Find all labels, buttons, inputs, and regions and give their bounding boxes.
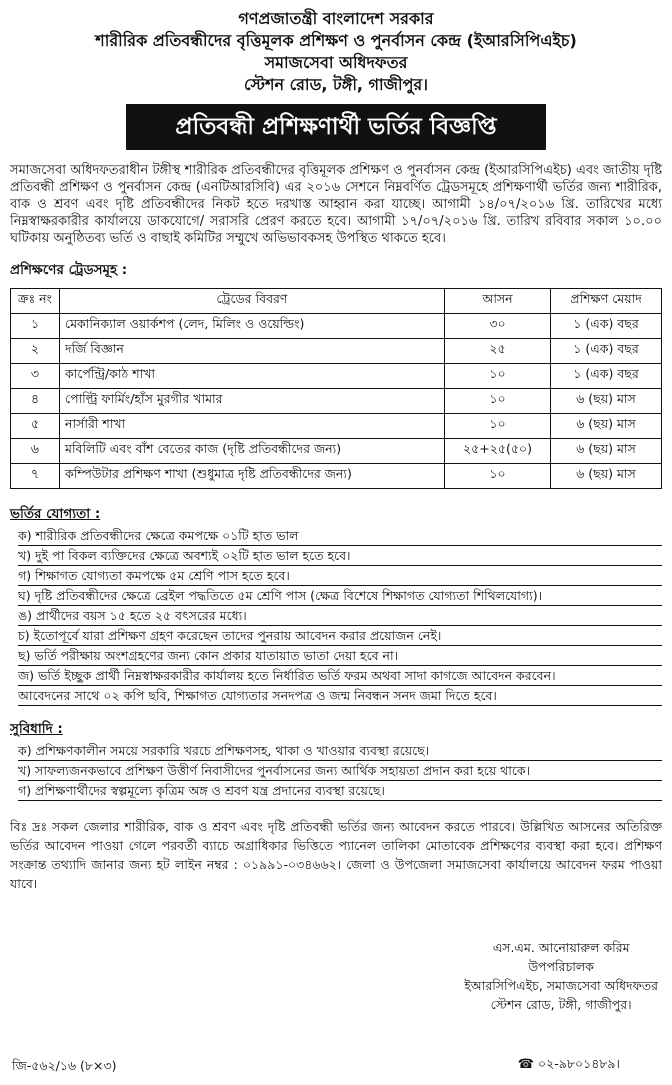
signatory-address: স্টেশন রোড, টঙ্গী, গাজীপুর। <box>490 997 632 1012</box>
cell-seats: ১০ <box>445 364 551 389</box>
cell-seats: ১০ <box>445 389 551 414</box>
cell-trade: পোল্ট্রি ফার্মিং/হাঁস মুরগীর খামার <box>60 389 445 414</box>
cell-duration: ৬ (ছয়) মাস <box>551 464 662 489</box>
cell-serial: ৬ <box>11 439 60 464</box>
notice-title-banner: প্রতিবন্ধী প্রশিক্ষণার্থী ভর্তির বিজ্ঞপ্তি <box>126 104 546 150</box>
cell-serial: ৩ <box>11 364 60 389</box>
table-row <box>11 439 662 464</box>
list-item: জ) ভর্তি ইচ্ছুক প্রার্থী নিম্নস্বাক্ষরকারীর কার্যালয় হতে নির্ধারিত ভর্তি ফরম অথবা সাদা কাগজে আবেদন করবেন। <box>18 666 662 686</box>
table-row <box>11 389 662 414</box>
phone-number: ০২-৯৮০১৪৮৯। <box>537 1056 620 1071</box>
cell-serial: ২ <box>11 339 60 364</box>
cell-serial: ৪ <box>11 389 60 414</box>
signatory-name: এস.এম. আনোয়ারুল করিম <box>492 940 630 955</box>
list-item: গ) প্রশিক্ষণার্থীদের স্বল্পমূল্যে কৃত্রিম অঙ্গ ও শ্রবণ যন্ত্র প্রদানের ব্যবস্থা রয়েছে। <box>18 781 662 801</box>
list-item: ঘ) দৃষ্টি প্রতিবন্ধীদের ক্ষেত্রে ব্রেইল পদ্ধতিতে ৫ম শ্রেণি পাস (ক্ষেত্র বিশেষে শিক্ষাগত যোগ্যতা শিথিলযোগ্য)। <box>18 586 662 606</box>
eligibility-title: ভর্তির যোগ্যতা : <box>10 506 101 522</box>
phone-line <box>518 1056 620 1076</box>
col-trade: ট্রেডের বিবরণ <box>60 289 445 314</box>
table-row <box>11 414 662 439</box>
list-item: ক) প্রশিক্ষণকালীন সময়ে সরকারি খরচে প্রশিক্ষণসহ, থাকা ও খাওয়ার ব্যবস্থা রয়েছে। <box>18 741 662 761</box>
signature-block <box>464 938 658 1014</box>
list-item: ঙ) প্রার্থীদের বয়স ১৫ হতে ২৫ বৎসরের মধ্যে। <box>18 606 662 626</box>
table-row <box>11 464 662 489</box>
list-item: ক) শারীরিক প্রতিবন্ধীদের ক্ষেত্রে কমপক্ষে ০১টি হাত ভাল <box>18 526 662 546</box>
signatory-office: ইআরসিপিএইচ, সমাজসেবা অধিদফতর <box>464 978 658 993</box>
table-row <box>11 364 662 389</box>
cell-trade: দর্জি বিজ্ঞান <box>60 339 445 364</box>
cell-trade: কার্পেন্ট্রি/কাঠ শাখা <box>60 364 445 389</box>
cell-trade: কম্পিউটার প্রশিক্ষণ শাখা (শুধুমাত্র দৃষ্টি প্রতিবন্ধীদের জন্য) <box>60 464 445 489</box>
cell-trade: নার্সারী শাখা <box>60 414 445 439</box>
cell-duration: ৬ (ছয়) মাস <box>551 414 662 439</box>
header-government: গণপ্রজাতন্ত্রী বাংলাদেশ সরকার <box>238 9 434 28</box>
trades-title: প্রশিক্ষণের ট্রেডসমূহ : <box>10 262 128 278</box>
cell-seats: ২৫+২৫(৫০) <box>445 439 551 464</box>
header-department: সমাজসেবা অধিদফতর <box>264 53 408 72</box>
cell-duration: ১ (এক) বছর <box>551 339 662 364</box>
header-center-name: শারীরিক প্রতিবন্ধীদের বৃত্তিমূলক প্রশিক্ষণ ও পুনর্বাসন কেন্দ্র (ইআরসিপিএইচ) <box>95 31 577 50</box>
header-address: স্টেশন রোড, টঙ্গী, গাজীপুর। <box>244 75 428 94</box>
cell-trade: মেকানিক্যাল ওয়ার্কশপ (লেদ, মিলিং ও ওয়েল্ডিং) <box>60 314 445 339</box>
benefits-title: সুবিধাদি : <box>10 721 63 737</box>
notice-page <box>0 8 672 1085</box>
col-seats: আসন <box>445 289 551 314</box>
cell-seats: ১০ <box>445 464 551 489</box>
cell-serial: ৭ <box>11 464 60 489</box>
list-item: খ) সাফল্যজনকভাবে প্রশিক্ষণ উত্তীর্ণ নিবাসীদের পুনর্বাসনের জন্য আর্থিক সহায়তা প্রদান করা হয়ে থাকে। <box>18 761 662 781</box>
cell-seats: ২৫ <box>445 339 551 364</box>
cell-duration: ১ (এক) বছর <box>551 314 662 339</box>
cell-duration: ৬ (ছয়) মাস <box>551 389 662 414</box>
intro-paragraph: সমাজসেবা অধিদফতরাধীন টঙ্গীস্থ শারীরিক প্রতিবন্ধীদের বৃত্তিমূলক প্রশিক্ষণ ও পুনর্বাসন কেন্দ্র (ইআরসিপিএইচ) এবং জাতীয় দৃষ্টি প্রতিবন্ধী প্রশিক্ষণ ও পুনর্বাসন কেন্দ্র (এনটিআরসিবি) এর ২০১৬ সেশনে নিম্নবর্ণিত ট্রেডসমূহে প্রশিক্ষণার্থী ভর্তির জন্য শারীরিক, বাক ও শ্রবণ এবং দৃষ্টি প্রতিবন্ধীদের নিকট হতে দরখাস্ত আহ্বান করা যাচ্ছে। আগামী ১৪/০৭/২০১৬ খ্রি. তারিখের মধ্যে নিম্নস্বাক্ষরকারীর কার্যালয়ে ডাকযোগে/ সরাসরি প্রেরণ করতে হবে। আগামী ১৭/০৭/২০১৬ খ্রি. তারিখ রবিবার সকাল ১০.০০ ঘটিকায় অনুষ্ঠিতব্য ভর্তি ও বাছাই কমিটির সম্মুখে অভিভাবকসহ উপস্থিত থাকতে হবে। <box>10 163 662 246</box>
col-serial: ক্রঃ নং <box>11 289 60 314</box>
note-paragraph: বিঃ দ্রঃ সকল জেলার শারীরিক, বাক ও শ্রবণ এবং দৃষ্টি প্রতিবন্ধী ভর্তির জন্য আবেদন করতে পারবে। উল্লিখিত আসনের অতিরিক্ত ভর্তির আবেদন পাওয়া গেলে পরবর্তী ব্যাচে অগ্রাধিকার ভিত্তিতে প্যানেল তালিকা মোতাবেক প্রশিক্ষণের ব্যবস্থা করা হবে। প্রশিক্ষণ সংক্রান্ত তথ্যাদি জানার জন্য হট লাইন নম্বর : ০১৯৯১-০৩৪৬৬২। জেলা ও উপজেলা সমাজসেবা কার্যালয়ে আবেদন ফরম পাওয়া যাবে। <box>10 819 662 891</box>
cell-duration: ১ (এক) বছর <box>551 364 662 389</box>
cell-seats: ৩০ <box>445 314 551 339</box>
eligibility-list <box>10 526 662 706</box>
list-item: গ) শিক্ষাগত যোগ্যতা কমপক্ষে ৫ম শ্রেণি পাস হতে হবে। <box>18 566 662 586</box>
header <box>10 8 662 96</box>
cell-serial: ১ <box>11 314 60 339</box>
cell-duration: ৬ (ছয়) মাস <box>551 439 662 464</box>
list-item: ছ) ভর্তি পরীক্ষায় অংশগ্রহণের জন্য কোন প্রকার যাতায়াত ভাতা দেয়া হবে না। <box>18 646 662 666</box>
table-row <box>11 339 662 364</box>
benefits-list <box>10 741 662 801</box>
reference-number: জি-৫৬২/১৬ (৮×৩) <box>12 1058 117 1073</box>
signatory-designation: উপপরিচালক <box>528 959 594 974</box>
col-duration: প্রশিক্ষণ মেয়াদ <box>551 289 662 314</box>
table-header-row <box>11 289 662 314</box>
table-row <box>11 314 662 339</box>
cell-trade: মবিলিটি এবং বাঁশ বেতের কাজ (দৃষ্টি প্রতিবন্ধীদের জন্য) <box>60 439 445 464</box>
cell-serial: ৫ <box>11 414 60 439</box>
list-item: চ) ইতোপূর্বে যারা প্রশিক্ষণ গ্রহণ করেছেন তাদের পুনরায় আবেদন করার প্রয়োজন নেই। <box>18 626 662 646</box>
cell-seats: ১০ <box>445 414 551 439</box>
list-item: খ) দুই পা বিকল ব্যক্তিদের ক্ষেত্রে অবশ্যই ০২টি হাত ভাল হতে হবে। <box>18 546 662 566</box>
trades-table <box>10 288 662 489</box>
list-item: আবেদনের সাথে ০২ কপি ছবি, শিক্ষাগত যোগ্যতার সনদপত্র ও জন্ম নিবন্ধন সনদ জমা দিতে হবে। <box>18 686 662 706</box>
phone-icon: ☎ <box>517 1057 534 1072</box>
